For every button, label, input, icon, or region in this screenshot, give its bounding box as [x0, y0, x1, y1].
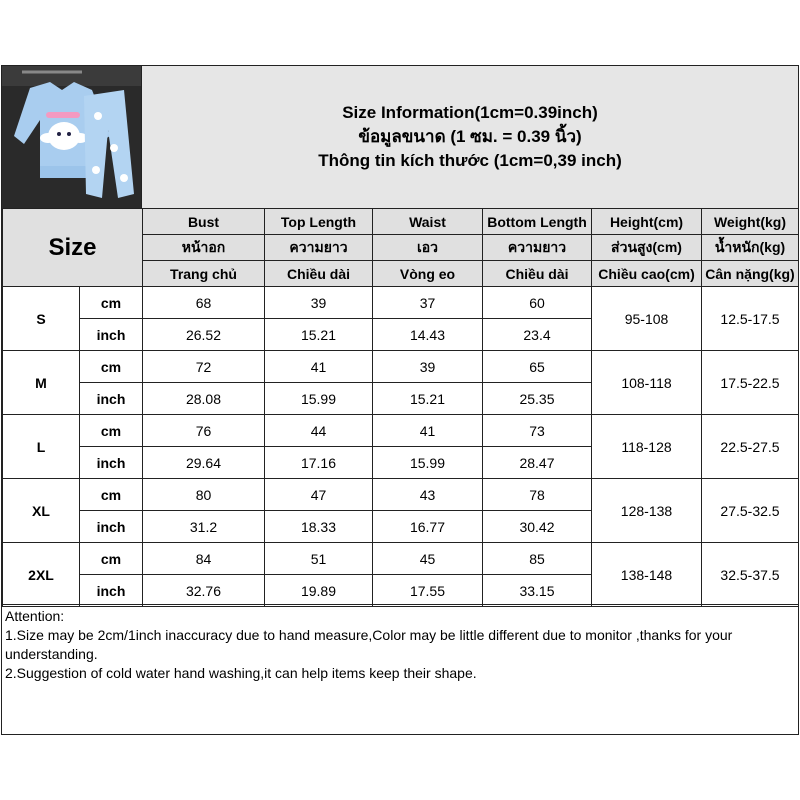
- size-column-header: Size: [3, 209, 143, 287]
- waist-cm: 41: [373, 415, 483, 447]
- bust-cm: 76: [143, 415, 265, 447]
- top-length-cm: 39: [265, 287, 373, 319]
- col-bottom-length-vi: Chiều dài: [483, 261, 592, 287]
- waist-cm: 39: [373, 351, 483, 383]
- col-bottom-length-en: Bottom Length: [483, 209, 592, 235]
- bottom-length-cm: 85: [483, 543, 592, 575]
- note-line-1: 1.Size may be 2cm/1inch inaccuracy due to hand measure,Color may be little different due to monitor ,thanks for your understanding.: [5, 627, 733, 662]
- bottom-length-inch: 28.47: [483, 447, 592, 479]
- bust-cm: 84: [143, 543, 265, 575]
- col-bottom-length-th: ความยาว: [483, 235, 592, 261]
- height-range: 138-148: [592, 543, 702, 607]
- bust-cm: 68: [143, 287, 265, 319]
- unit-label: inch: [80, 319, 143, 351]
- unit-label: inch: [80, 511, 143, 543]
- col-height-en: Height(cm): [592, 209, 702, 235]
- height-range: 118-128: [592, 415, 702, 479]
- bust-inch: 28.08: [143, 383, 265, 415]
- col-bust-vi: Trang chủ: [143, 261, 265, 287]
- table-row: [3, 543, 799, 575]
- bottom-length-inch: 33.15: [483, 575, 592, 607]
- table-row: [3, 415, 799, 447]
- unit-label: inch: [80, 575, 143, 607]
- size-table: [2, 208, 799, 607]
- weight-range: 27.5-32.5: [702, 479, 799, 543]
- top-length-inch: 19.89: [265, 575, 373, 607]
- bottom-length-cm: 60: [483, 287, 592, 319]
- pajama-set-photo-icon: [2, 66, 142, 208]
- bottom-length-cm: 78: [483, 479, 592, 511]
- size-name: 2XL: [3, 543, 80, 607]
- waist-inch: 15.21: [373, 383, 483, 415]
- size-name: M: [3, 351, 80, 415]
- col-top-length-en: Top Length: [265, 209, 373, 235]
- col-bust-th: หน้าอก: [143, 235, 265, 261]
- waist-inch: 16.77: [373, 511, 483, 543]
- weight-range: 22.5-27.5: [702, 415, 799, 479]
- waist-inch: 17.55: [373, 575, 483, 607]
- top-length-inch: 15.21: [265, 319, 373, 351]
- top-length-cm: 41: [265, 351, 373, 383]
- bottom-length-cm: 65: [483, 351, 592, 383]
- table-row: [3, 351, 799, 383]
- top-length-inch: 15.99: [265, 383, 373, 415]
- height-range: 95-108: [592, 287, 702, 351]
- title-block: [142, 66, 798, 208]
- bottom-length-inch: 25.35: [483, 383, 592, 415]
- unit-label: cm: [80, 543, 143, 575]
- bottom-length-inch: 30.42: [483, 511, 592, 543]
- col-top-length-th: ความยาว: [265, 235, 373, 261]
- unit-label: inch: [80, 383, 143, 415]
- table-row: [3, 287, 799, 319]
- col-waist-en: Waist: [373, 209, 483, 235]
- unit-label: cm: [80, 351, 143, 383]
- waist-cm: 43: [373, 479, 483, 511]
- bust-cm: 80: [143, 479, 265, 511]
- col-bust-en: Bust: [143, 209, 265, 235]
- note-line-2: 2.Suggestion of cold water hand washing,it can help items keep their shape.: [5, 665, 477, 681]
- unit-label: inch: [80, 447, 143, 479]
- bust-inch: 29.64: [143, 447, 265, 479]
- attention-notes: [2, 604, 798, 734]
- chart-header: [2, 66, 798, 209]
- bottom-length-inch: 23.4: [483, 319, 592, 351]
- bust-inch: 31.2: [143, 511, 265, 543]
- notes-heading: Attention:: [5, 608, 65, 624]
- waist-inch: 14.43: [373, 319, 483, 351]
- title-thai: ข้อมูลขนาด (1 ซม. = 0.39 นิ้ว): [358, 127, 582, 146]
- col-height-vi: Chiều cao(cm): [592, 261, 702, 287]
- col-weight-vi: Cân nặng(kg): [702, 261, 799, 287]
- col-height-th: ส่วนสูง(cm): [592, 235, 702, 261]
- waist-cm: 37: [373, 287, 483, 319]
- title-english: Size Information(1cm=0.39inch): [342, 103, 598, 122]
- unit-label: cm: [80, 479, 143, 511]
- bust-cm: 72: [143, 351, 265, 383]
- column-header-row-english: [3, 209, 799, 235]
- top-length-cm: 51: [265, 543, 373, 575]
- col-top-length-vi: Chiều dài: [265, 261, 373, 287]
- table-row: [3, 479, 799, 511]
- unit-label: cm: [80, 415, 143, 447]
- size-name: S: [3, 287, 80, 351]
- col-waist-th: เอว: [373, 235, 483, 261]
- title-vietnamese: Thông tin kích thước (1cm=0,39 inch): [318, 151, 622, 170]
- weight-range: 32.5-37.5: [702, 543, 799, 607]
- col-weight-en: Weight(kg): [702, 209, 799, 235]
- waist-cm: 45: [373, 543, 483, 575]
- top-length-cm: 47: [265, 479, 373, 511]
- bust-inch: 26.52: [143, 319, 265, 351]
- size-name: XL: [3, 479, 80, 543]
- unit-label: cm: [80, 287, 143, 319]
- height-range: 108-118: [592, 351, 702, 415]
- col-weight-th: น้ำหนัก(kg): [702, 235, 799, 261]
- bust-inch: 32.76: [143, 575, 265, 607]
- height-range: 128-138: [592, 479, 702, 543]
- top-length-cm: 44: [265, 415, 373, 447]
- weight-range: 12.5-17.5: [702, 287, 799, 351]
- size-name: L: [3, 415, 80, 479]
- top-length-inch: 18.33: [265, 511, 373, 543]
- waist-inch: 15.99: [373, 447, 483, 479]
- bottom-length-cm: 73: [483, 415, 592, 447]
- top-length-inch: 17.16: [265, 447, 373, 479]
- product-photo: [2, 66, 142, 208]
- size-chart-sheet: [1, 65, 799, 735]
- col-waist-vi: Vòng eo: [373, 261, 483, 287]
- weight-range: 17.5-22.5: [702, 351, 799, 415]
